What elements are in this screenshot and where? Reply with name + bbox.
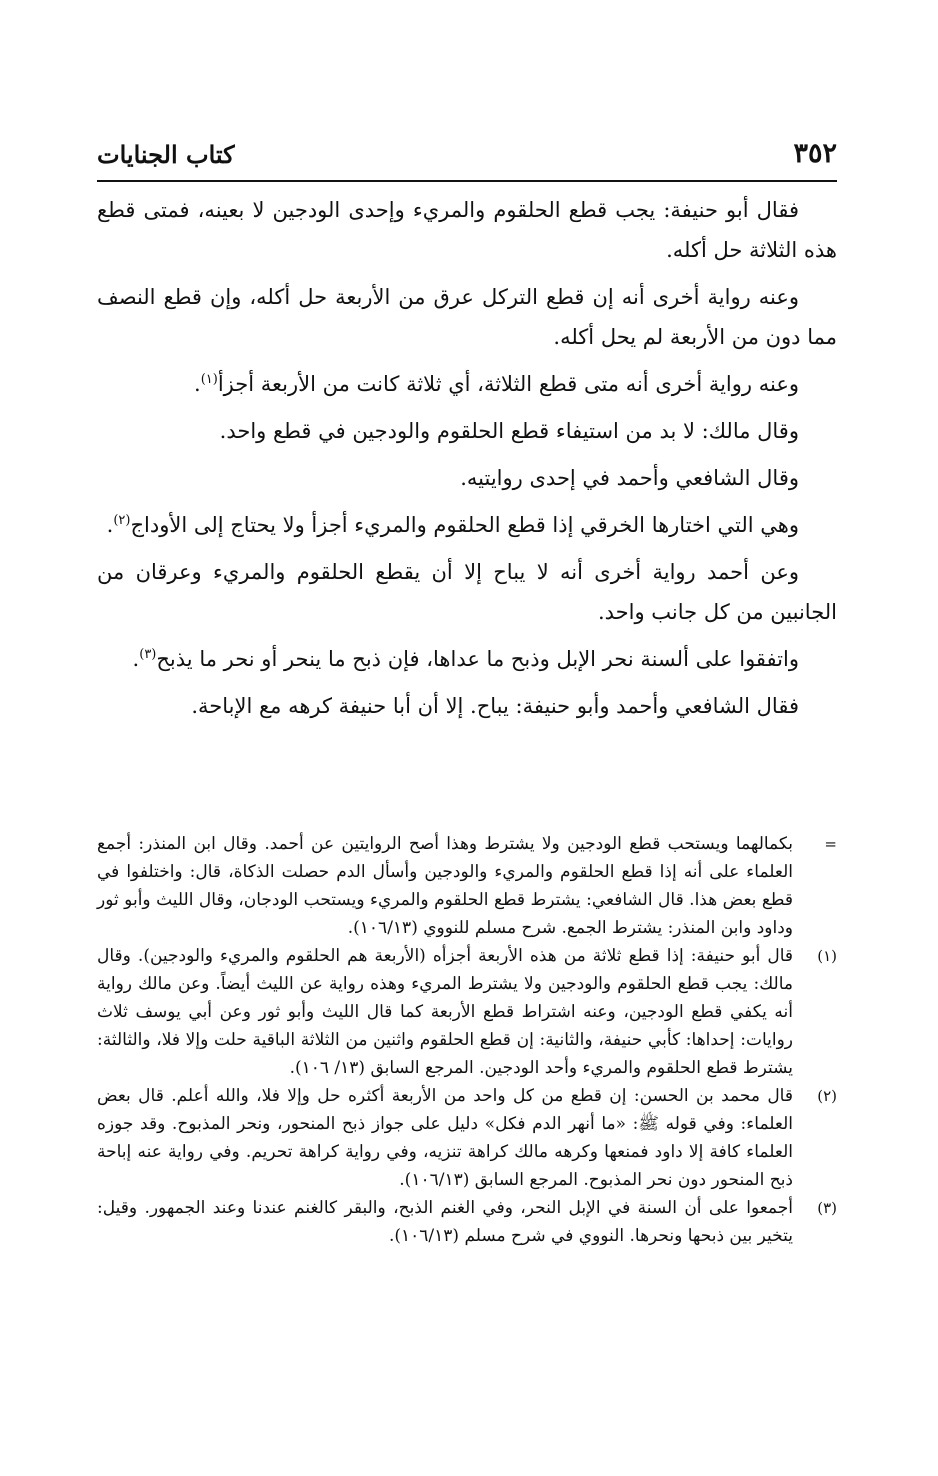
paragraph: واتفقوا على ألسنة نحر الإبل وذبح ما عداها، فإن ذبح ما ينحر أو نحر ما يذبح$^{(٣)}$. — [132, 647, 799, 671]
footnote — [97, 1194, 837, 1250]
footnote-text: قال أبو حنيفة: إذا قطع ثلاثة من هذه الأربعة أجزأه (الأربعة هم الحلقوم والمريء والودجين). وقال مالك: يجب قطع الحلقوم والودجين ولا يشترط المريء وهذه رواية عن الليث أيضاً. وعن مالك رواية أنه يكفي قطع الودجين، وعنه اشتراط قطع الأربعة كما قال الليث وأبو ثور وعن أبي يوسف ثلاث روايات: إحداها: كأبي حنيفة، والثانية: إن قطع الحلقوم واثنين من الثلاثة الباقية حلت وإلا فلا، والثالثة: يشترط قطع الحلقوم والمريء وأحد الودجين. المرجع السابق (١٣/ ١٠٦). — [97, 946, 793, 1078]
footnote-text: قال محمد بن الحسن: إن قطع من كل واحد من الأربعة أكثره حل وإلا فلا، والله أعلم. قال بعض العلماء: وفي قوله ﷺ: «ما أنهر الدم فكل» دليل على جواز ذبح المنحور، ونحر المذبوح. وقد جوزه العلماء كافة إلا داود فمنعها وكرهه مالك كراهة تنزيه، وفي رواية كراهة تحريم. وفي رواية عنه إباحة ذبح المنحور دون نحر المذبوح. المرجع السابق (١٠٦/١٣). — [97, 1086, 793, 1190]
footnote — [97, 1082, 837, 1194]
footnotes — [97, 830, 837, 1250]
footnote-marker: = — [824, 835, 837, 853]
main-text — [97, 190, 837, 733]
chapter-title: كتاب الجنايات — [97, 140, 235, 169]
footnote-text: بكمالهما ويستحب قطع الودجين ولا يشترط وهذا أصح الروايتين عن أحمد. وقال ابن المنذر: أجمع العلماء على أنه إذا قطع الحلقوم والمريء والودجين وأسأل الدم حصلت الذكاة، قال: واختلفوا في قطع بعض هذا. قال الشافعي: يشترط قطع الحلقوم والمريء ويستحب الودجان، وقال الليث وأبو ثور وداود وابن المنذر: يشترط الجمع. شرح مسلم للنووي (١٠٦/١٣). — [97, 834, 793, 938]
footnote-marker: (٣) — [817, 1199, 837, 1217]
paragraph: وعنه رواية أخرى أنه متى قطع الثلاثة، أي ثلاثة كانت من الأربعة أجزأ$^{(١)}$. — [194, 372, 799, 396]
running-header — [97, 138, 837, 178]
paragraph: وقال مالك: لا بد من استيفاء قطع الحلقوم والودجين في قطع واحد. — [219, 419, 799, 443]
footnote — [97, 830, 837, 942]
paragraph: وقال الشافعي وأحمد في إحدى روايتيه. — [460, 466, 799, 490]
paragraph: فقال أبو حنيفة: يجب قطع الحلقوم والمريء وإحدى الودجين لا بعينه، فمتى قطع هذه الثلاثة حل أكله. — [97, 198, 837, 262]
paragraph: فقال الشافعي وأحمد وأبو حنيفة: يباح. إلا أن أبا حنيفة كرهه مع الإباحة. — [191, 694, 799, 718]
footnote-ref: (٣) — [139, 647, 157, 662]
footnote-ref: (٢) — [113, 513, 131, 528]
footnote-marker: (١) — [817, 947, 837, 965]
footnote-text: أجمعوا على أن السنة في الإبل النحر، وفي الغنم الذبح، والبقر كالغنم عندنا وعند الجمهور. وقيل: يتخير بين ذبحها ونحرها. النووي في شرح مسلم (١٠٦/١٣). — [97, 1198, 793, 1246]
footnote-ref: (١) — [200, 372, 218, 387]
paragraph: وعن أحمد رواية أخرى أنه لا يباح إلا أن يقطع الحلقوم والمريء وعرقان من الجانبين من كل جانب واحد. — [97, 560, 837, 624]
header-rule — [97, 180, 837, 182]
footnote-marker: (٢) — [817, 1087, 837, 1105]
paragraph: وعنه رواية أخرى أنه إن قطع التركل عرق من الأربعة حل أكله، وإن قطع النصف مما دون من الأربعة لم يحل أكله. — [97, 285, 837, 349]
paragraph: وهي التي اختارها الخرقي إذا قطع الحلقوم والمريء أجزأ ولا يحتاج إلى الأوداج$^{(٢)}$. — [106, 513, 799, 537]
page-number: ٣٥٢ — [793, 138, 837, 169]
footnote — [97, 942, 837, 1082]
